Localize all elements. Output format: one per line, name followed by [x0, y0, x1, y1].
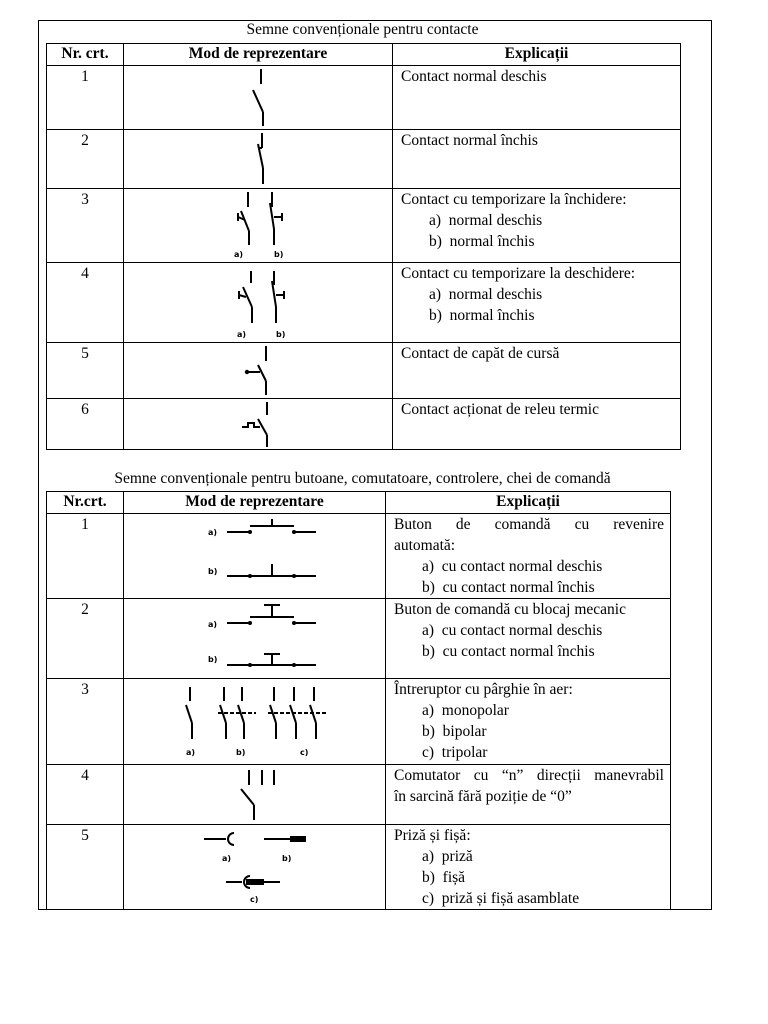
table-row: [47, 765, 671, 825]
symbol-cell: [124, 130, 393, 189]
explanation-title-continued: automată:: [394, 537, 456, 554]
explanation-item: b) fișă: [422, 869, 466, 886]
row-number: 5: [47, 825, 124, 910]
symbol-label-a: a): [234, 250, 244, 259]
symbol-label-b: b): [236, 748, 246, 757]
explanation-title: Contact de capăt de cursă: [401, 345, 560, 362]
explanation-title: Contact acționat de releu termic: [401, 401, 599, 418]
buttons-switches-table: [46, 491, 671, 910]
symbol-cell: [124, 399, 393, 450]
contact-normally-open-symbol: [124, 66, 393, 130]
air-lever-switch-symbol: [124, 679, 386, 765]
contacts-table-header: [47, 44, 681, 66]
table-row: [47, 399, 681, 450]
symbol-label-b: b): [274, 250, 284, 259]
symbol-cell: [124, 263, 393, 343]
explanation-cell: [386, 679, 671, 765]
explanation-title: Contact cu temporizare la deschidere:: [401, 265, 636, 282]
symbol-label-c: c): [300, 748, 309, 757]
row-number: 5: [47, 343, 124, 399]
table-row: [47, 189, 681, 263]
time-delay-opening-contacts-symbol: [124, 263, 393, 343]
n-way-changeover-switch-symbol: [124, 765, 386, 825]
time-delay-closing-contacts-symbol: [124, 189, 393, 263]
contact-normally-closed-symbol: [124, 130, 393, 189]
table-row: [47, 130, 681, 189]
explanation-item: b) cu contact normal închis: [422, 643, 595, 660]
symbol-cell: [124, 514, 386, 599]
symbol-label-a: a): [222, 854, 232, 863]
explanation-cell: [386, 599, 671, 679]
table-row: [47, 514, 671, 599]
row-number: 4: [47, 765, 124, 825]
row-number: 6: [47, 399, 124, 450]
thermal-relay-contact-symbol: [124, 399, 393, 450]
header-mod-reprezentare: Mod de reprezentare: [124, 44, 393, 66]
table-row: [47, 263, 681, 343]
header-nr-crt: Nr. crt.: [47, 44, 124, 66]
header-nr-crt: Nr.crt.: [47, 492, 124, 514]
explanation-cell: [393, 343, 681, 399]
header-explicatii: Explicații: [386, 492, 671, 514]
symbol-label-b: b): [282, 854, 292, 863]
explanation-cell: [393, 263, 681, 343]
row-number: 3: [47, 679, 124, 765]
explanation-title-continued: în sarcină fără poziție de “0”: [394, 788, 572, 805]
explanation-item: b) cu contact normal închis: [422, 579, 595, 596]
page-frame-left: [38, 20, 39, 910]
symbol-label-a: a): [208, 620, 218, 629]
explanation-item: a) cu contact normal deschis: [422, 622, 603, 639]
explanation-item: c) tripolar: [422, 744, 488, 761]
page-frame-right: [711, 20, 712, 910]
contacts-table-caption: Semne convenționale pentru contacte: [246, 21, 479, 38]
symbol-cell: [124, 66, 393, 130]
symbol-cell: [124, 599, 386, 679]
row-number: 2: [47, 599, 124, 679]
explanation-title: Comutator cu “n” direcții manevrabil: [394, 767, 664, 784]
explanation-item: c) priză și fișă asamblate: [422, 890, 580, 907]
table-row: [47, 343, 681, 399]
explanation-title: Buton de comandă cu revenire: [394, 516, 664, 533]
symbol-cell: [124, 765, 386, 825]
row-number: 1: [47, 514, 124, 599]
table-row: [47, 825, 671, 910]
explanation-title: Contact cu temporizare la închidere:: [401, 191, 627, 208]
header-mod-reprezentare: Mod de reprezentare: [124, 492, 386, 514]
buttons-table-caption: Semne convenționale pentru butoane, comutatoare, controlere, chei de comandă: [114, 470, 611, 487]
symbol-cell: [124, 825, 386, 910]
row-number: 3: [47, 189, 124, 263]
table-row: [47, 679, 671, 765]
explanation-cell: [393, 130, 681, 189]
explanation-cell: [386, 825, 671, 910]
explanation-item: b) bipolar: [422, 723, 487, 740]
row-number: 1: [47, 66, 124, 130]
explanation-cell: [386, 514, 671, 599]
header-explicatii: Explicații: [393, 44, 681, 66]
explanation-item: a) monopolar: [422, 702, 509, 719]
row-number: 4: [47, 263, 124, 343]
buttons-table-header: [47, 492, 671, 514]
symbol-label-b: b): [208, 655, 218, 664]
explanation-item: b) normal închis: [429, 307, 535, 324]
push-button-mechanical-lock-symbol: [124, 599, 386, 679]
explanation-cell: [386, 765, 671, 825]
symbol-label-a: a): [186, 748, 196, 757]
table-row: [47, 66, 681, 130]
explanation-item: a) priză: [422, 848, 473, 865]
explanation-title: Priză și fișă:: [394, 827, 471, 844]
symbol-cell: [124, 189, 393, 263]
explanation-title: Întreruptor cu pârghie în aer:: [394, 681, 573, 698]
explanation-cell: [393, 189, 681, 263]
explanation-title: Buton de comandă cu blocaj mecanic: [394, 601, 626, 618]
explanation-item: b) normal închis: [429, 233, 535, 250]
symbol-label-c: c): [250, 895, 259, 904]
symbol-label-b: b): [208, 567, 218, 576]
explanation-item: a) cu contact normal deschis: [422, 558, 603, 575]
symbol-label-b: b): [276, 330, 286, 339]
explanation-item: a) normal deschis: [429, 212, 543, 229]
explanation-title: Contact normal deschis: [401, 68, 547, 85]
contacts-table: [46, 43, 681, 450]
limit-switch-contact-symbol: [124, 343, 393, 399]
symbol-label-a: a): [237, 330, 247, 339]
explanation-item: a) normal deschis: [429, 286, 543, 303]
row-number: 2: [47, 130, 124, 189]
explanation-title: Contact normal închis: [401, 132, 538, 149]
socket-and-plug-symbol: [124, 825, 386, 909]
explanation-cell: [393, 66, 681, 130]
table-row: [47, 599, 671, 679]
symbol-cell: [124, 343, 393, 399]
push-button-auto-return-symbol: [124, 514, 386, 599]
explanation-cell: [393, 399, 681, 450]
symbol-cell: [124, 679, 386, 765]
symbol-label-a: a): [208, 528, 218, 537]
